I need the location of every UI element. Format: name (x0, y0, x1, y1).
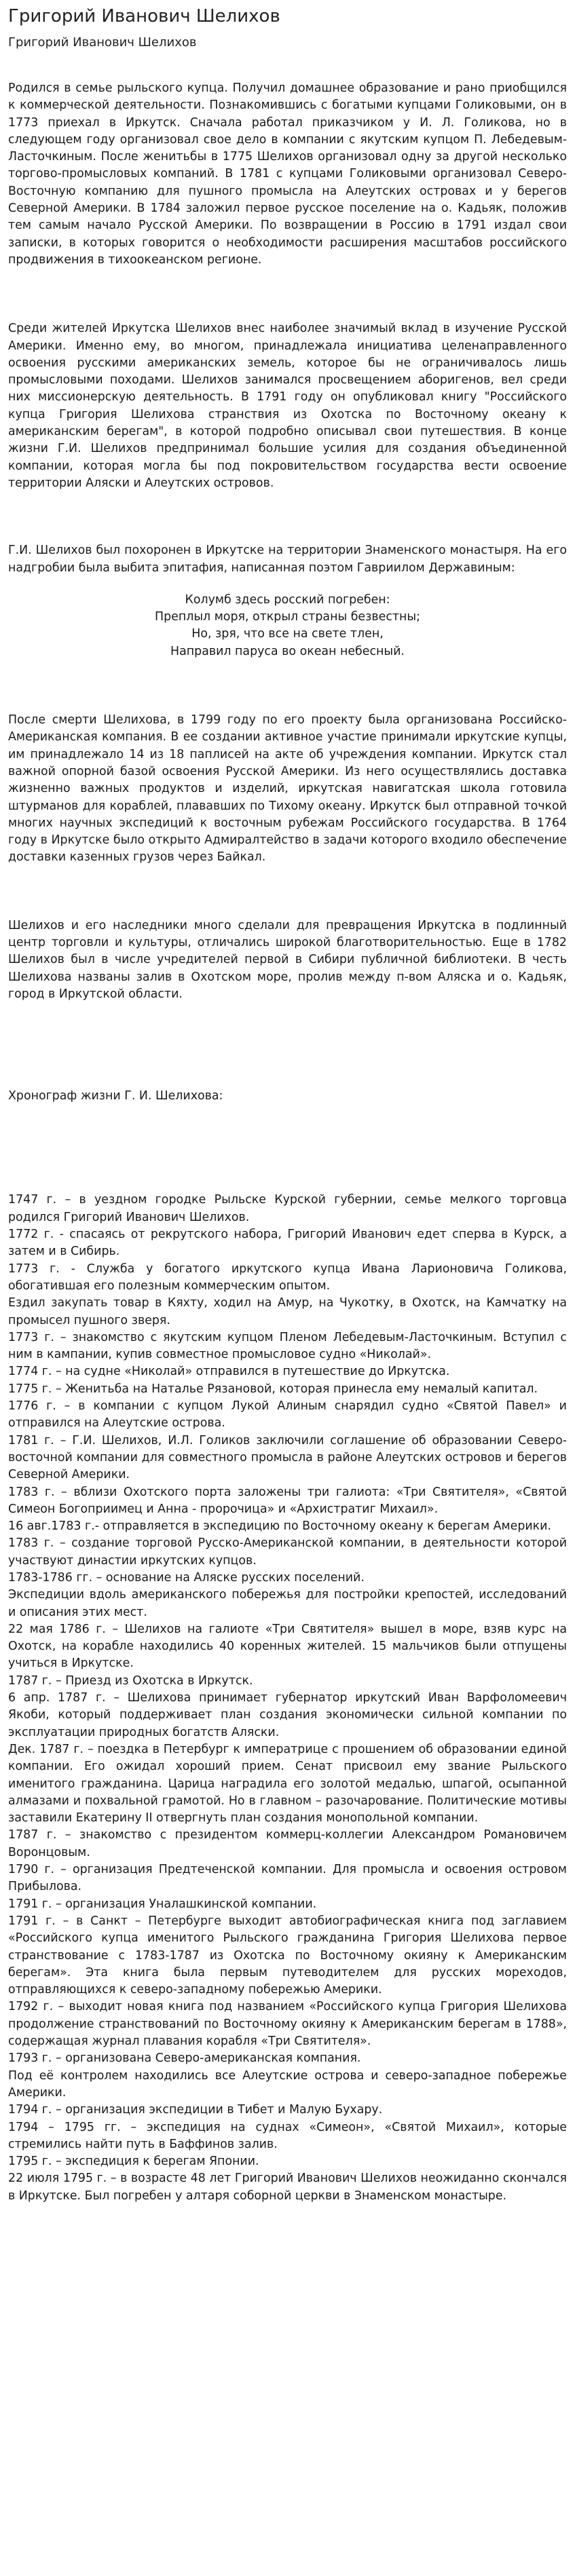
chronograph-entry: 1773 г. - Служба у богатого иркутского купца Ивана Ларионовича Голикова, обогатившая его полезным коммерческим опытом. (8, 1262, 567, 1293)
chronograph-entry: 1793 г. – организована Северо-американская компания. (8, 2051, 361, 2066)
article-paragraph: После смерти Шелихова, в 1799 году по его проекту была организована Российско-Американская компания. В ее создании активное участие принимали иркутские купцы, им принадлежало 14 из 18 паплисей на акте об учреждения компании. Иркутск стал важной опорной базой освоения Русской Америки. Из него осуществлялись доставка жизненно важных продуктов и изделий, иркутская навигатская школа готовила штурманов для кораблей, плававших по Тихому океану. Иркутск был отправной точкой многих научных экспедиций к восточным рубежам Российского государства. В 1764 году в Иркутске было открыто Адмиралтейство в задачи которого входило обеспечение доставки казенных грузов через Байкал. (8, 713, 567, 865)
chronograph-entry: Экспедиции вдоль американского побережья для постройки крепостей, исследований и описания этих мест. (8, 1588, 567, 1619)
epitaph-line: Колумб здесь росский погребен: (185, 592, 390, 607)
chronograph-entry: 1794 г. – организация экспедиции в Тибет и Малую Бухару. (8, 2103, 383, 2117)
chronograph-entry: 1776 г. – в компании с купцом Лукой Алиным снарядил судно «Святой Павел» и отправился на Алеутские острова. (8, 1399, 567, 1431)
chronograph-entry: 22 мая 1786 г. – Шелихов на галиоте «Три Святителя» вышел в море, взяв курс на Охотск, на корабле находились 40 коренных жителей. 15 мальчиков были отпущены учиться в Иркутске. (8, 1622, 567, 1671)
chronograph-entry: 1783 г. – вблизи Охотского порта заложены три галиота: «Три Святителя», «Святой Симеон Богоприимец и Анна - пророчица» и «Архистратиг Михаил». (8, 1485, 567, 1516)
article-paragraph: Среди жителей Иркутска Шелихов внес наиболее значимый вклад в изучение Русской Америки. Именно ему, во многом, принадлежала инициатива целенаправленного освоения русскими американских земель, которое бы не ограничивалось лишь промысловыми походами. Шелихов занимался просвещением аборигенов, вел среди них миссионерскую деятельность. В 1791 году он опубликовал книгу "Российского купца Григория Шелихова странствия из Охотска по Восточному океану к американским берегам", в которой подробно описывал свои путешествия. В конце жизни Г.И. Шелихов предпринимал большие усилия для создания объединенной компании, которая могла бы под покровительством государства вести освоение территории Аляски и Алеутских островов. (8, 322, 567, 490)
chronograph-entry: 1794 – 1795 гг. – экспедиция на суднах «Симеон», «Святой Михаил», которые стремились найти путь в Баффинов залив. (8, 2120, 567, 2151)
chronograph-entry: 1787 г. – знакомство с президентом коммерц-коллегии Александром Романовичем Воронцовым. (8, 1828, 567, 1859)
chronograph-entry: 1795 г. – экспедиция к берегам Японии. (8, 2155, 259, 2169)
page-subtitle: Григорий Иванович Шелихов (8, 35, 197, 50)
chronograph-entry: 1772 г. - спасаясь от рекрутского набора, Григорий Иванович едет сперва в Курск, а затем и в Сибирь. (8, 1228, 567, 1259)
chronograph-entry: 1774 г. – на судне «Николай» отправился в путешествие до Иркутска. (8, 1365, 450, 1379)
chronograph-entry: 1781 г. – Г.И. Шелихов, И.Л. Голиков заключили соглашение об образовании Северо-восточной компании для совместного промысла в районе Алеутских островов и берегов Северной Америки. (8, 1433, 567, 1482)
chronograph-entry: Под её контролем находились все Алеутские острова и северо-западное побережье Америки. (8, 2068, 567, 2100)
chronograph-entry: 1791 г. – организация Уналашкинской компании. (8, 1897, 317, 1911)
chronograph-entry: Дек. 1787 г. – поездка в Петербург к императрице с прошением об образовании единой компании. Его ожидал хороший прием. Сенат присвоил ему звание Рыльского именитого гражданина. Царица наградила его золотой медалью, шпагой, осыпанной алмазами и похвальной грамотой. Но в главном – разочарование. Политические мотивы заставили Екатерину II отвергнуть план создания монопольной компании. (8, 1742, 567, 1825)
page-title: Григорий Иванович Шелихов (8, 6, 280, 26)
epitaph-line: Преплыл моря, открыл страны безвестны; (155, 610, 420, 624)
chronograph-entry: 1790 г. – организация Предтеченской компании. Для промысла и освоения островом Прибылова. (8, 1863, 567, 1894)
epitaph-poem (8, 592, 567, 660)
chronograph-entry: 16 авг.1783 г.- отправляется в экспедицию по Восточному океану к берегам Америки. (8, 1519, 551, 1534)
epitaph-line: Направил паруса во океан небесный. (170, 644, 405, 658)
chronograph-entry: 1773 г. – знакомство с якутским купцом Пленом Лебедевым-Ласточкиным. Вступил с ним в кампании, купив совместное промысловое судно «Николай». (8, 1330, 567, 1362)
chronograph-entry: 1747 г. – в уездном городке Рыльске Курской губернии, семье мелкого торговца родился Григорий Иванович Шелихов. (8, 1193, 567, 1224)
article-paragraph: Г.И. Шелихов был похоронен в Иркутске на территории Знаменского монастыря. На его надгробии была выбита эпитафия, написанная поэтом Гавриилом Державиным: (8, 544, 567, 575)
epitaph-line: Но, зря, что все на свете тлен, (191, 627, 384, 641)
chronograph-heading: Хронограф жизни Г. И. Шелихова: (8, 1089, 223, 1103)
chronograph-entry: 1783-1786 гг. – основание на Аляске русских поселений. (8, 1571, 365, 1585)
chronograph-entry: 1791 г. – в Санкт – Петербурге выходит автобиографическая книга под заглавием «Российского купца именитого Рыльского гражданина Григория Шелихова первое странствование с 1783-1787 из Охотска по Восточному окияну к Американским берегам». Эта книга была первым путеводителем для русских мореходов, отправляющихся к северо-западному побережью Америки. (8, 1914, 567, 1997)
article-paragraph: Родился в семье рыльского купца. Получил домашнее образование и рано приобщился к коммерческой деятельности. Познакомившись с богатыми купцами Голиковыми, он в 1773 приехал в Иркутск. Сначала работал приказчиком у И. Л. Голикова, но в следующем году организовал свое дело в компании с якутским купцом П. Лебедевым-Ласточкиным. После женитьбы в 1775 Шелихов организовал одну за другой несколько торгово-промысловых компаний. В 1781 с купцами Голиковыми организовал Северо-Восточную компанию для пушного промысла на Алеутских островах и у берегов Северной Америки. В 1784 заложил первое русское поселение на о. Кадьяк, положив тем самым начало Русской Америки. По возвращении в Россию в 1791 издал свои записки, в которых говорится о необходимости расширения масштабов российского продвижения в тихоокеанском регионе. (8, 81, 567, 267)
article-paragraph: Шелихов и его наследники много сделали для превращения Иркутска в подлинный центр торговли и культуры, отличались широкой благотворительностью. Еще в 1782 Шелихов был в числе учредителей первой в Сибири публичной библиотеки. В честь Шелихова названы залив в Охотском море, пролив между п-вом Аляска и о. Кадьяк, город в Иркутской области. (8, 918, 567, 1001)
chronograph-entry: 1787 г. – Приезд из Охотска в Иркутск. (8, 1673, 253, 1688)
chronograph-entry: 22 июля 1795 г. – в возрасте 48 лет Григорий Иванович Шелихов неожиданно скончался в Иркутске. Был погребен у алтаря соборной церкви в Знаменском монастыре. (8, 2172, 567, 2203)
chronograph-list (8, 1192, 567, 2205)
chronograph-entry: 1775 г. – Женитьба на Наталье Рязановой, которая принесла ему немалый капитал. (8, 1382, 538, 1396)
chronograph-entry: 1792 г. – выходит новая книга под названием «Российского купца Григория Шелихова продолжение странствований по Восточному окияну к Американским берегам в 1788», содержащая журнал плавания корабля «Три Святителя». (8, 2000, 567, 2049)
article-body (8, 80, 567, 2205)
chronograph-entry: 6 апр. 1787 г. – Шелихова принимает губернатор иркутский Иван Варфоломеевич Якоби, который поддерживает план создания экономически сильной компании по эксплуатации природных богатств Аляски. (8, 1691, 567, 1739)
chronograph-entry: 1783 г. – создание торговой Русско-Американской компании, в деятельности которой участвуют династии иркутских купцов. (8, 1536, 567, 1568)
chronograph-entry: Ездил закупать товар в Кяхту, ходил на Амур, на Чукотку, в Охотск, на Камчатку на промысел пушного зверя. (8, 1296, 567, 1327)
